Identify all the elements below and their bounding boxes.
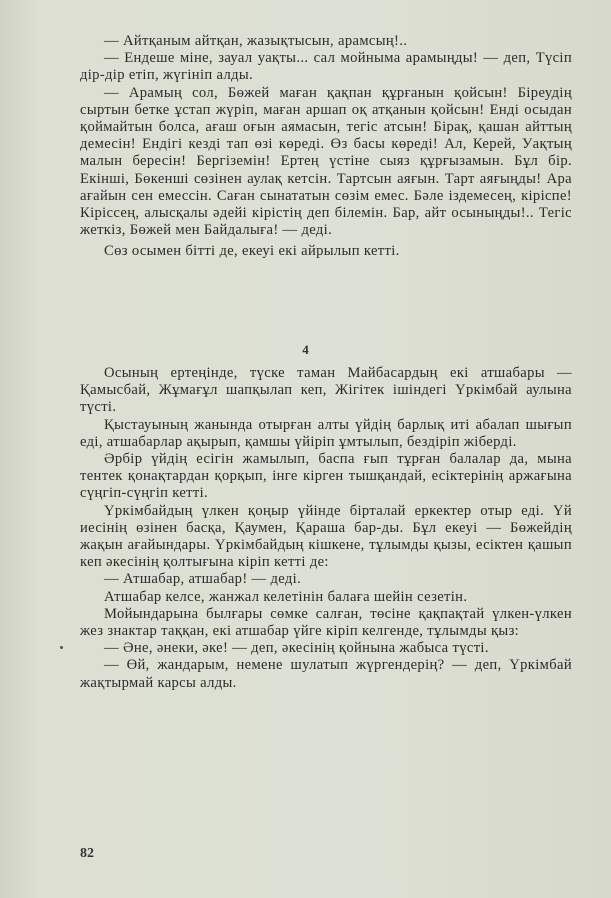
- paragraph: — Айтқаным айтқан, жазықтысын, арамсың!..: [104, 33, 408, 49]
- paragraph: Мойындарына былғары сөмке салған, төсіне қақпақтай үлкен-үлкен жез знактар таққан, екі атшабар үйге кіріп келгенде, тұлымды қыз:: [80, 605, 572, 640]
- top-text-section: [80, 33, 572, 261]
- paragraph: — Әне, әнеки, әке! — деп, әкесінің қойнына жабыса түсті.: [104, 640, 489, 657]
- paragraph: Сөз осымен бітті де, екеуі екі айрылып кетті.: [104, 243, 400, 260]
- print-speck: [60, 646, 63, 649]
- paragraph: Әрбір үйдің есігін жамылып, баспа ғып тұрған балалар да, мына тентек қонақтардан қорқып, інге кірген тышқандай, есіктерінің аржағына сүңгіп-сүңгіп кетті.: [80, 451, 572, 502]
- paragraph: — Арамың сол, Бөжей маған қақпан құрғанын қойсын! Біреудің сыртын бетке ұстап жүріп, маған аршап оқ атқанын қойсын! Енді осыдан қоймайтын болса, ағаш оғын аямасын, тегіс атсын! Бірақ, қашан айттың демесін! Ендігі кезді тап өзі көреді. Өз басы көреді! Ал, Керей, Уақтың малын бересін! Бергіземін! Ертең үстіне сыяз құрғызамын. Бұл бір. Екінші, Бөкенші сөзінен аулақ кетсін. Тартсын аяғын. Тарт аяғыңды! Ара ағайын сен емессін. Саған сынататын сөзім емес. Бәле іздемесең, кіріспе! Кіріссең, алысқалы әдейі кірістің деп білемін. Бар, айт осыныңды!.. Тегіс жеткіз, Бөжей мен Байдалыға! — деді.: [80, 84, 572, 239]
- page-number: 82: [80, 846, 94, 861]
- paragraph: — Өй, жандарым, немене шулатып жүргендерің? — деп, Үркімбай жақтырмай карсы алды.: [80, 657, 572, 691]
- paragraph: Осының ертеңінде, түске таман Майбасардың екі атшабары — Қамысбай, Жұмағұл шапқылап кеп, Жігітек ішіндегі Үркімбай аулына түсті.: [80, 365, 572, 416]
- paragraph: Қыстауының жанында отырған алты үйдің барлық иті абалап шығып еді, атшабарлар ақырып, қамшы үйіріп ұмтылып, бездіріп жіберді.: [80, 416, 572, 450]
- paragraph: Үркімбайдың үлкен қоңыр үйінде бірталай еркектер отыр еді. Үй иесінің өзінен басқа, Қаумен, Қараша бар-ды. Бұл екеуі — Бөжейдің жақын ағайындары. Үркімбайдың кішкене, тұлымды қызы, есіктен қашып кеп әкесінің қолтығына кіріп кетті де:: [80, 502, 572, 571]
- bottom-text-section: [80, 365, 572, 692]
- paragraph: — Атшабар, атшабар! — деді.: [104, 571, 302, 588]
- paragraph: — Ендеше міне, зауал уақты... сал мойныма арамыңды! — деп, Түсіп дір-дір етіп, жүгініп алды.: [80, 50, 572, 84]
- paragraph: Атшабар келсе, жанжал келетінін балаға шейін сезетін.: [104, 588, 468, 605]
- chapter-number: 4: [302, 342, 309, 357]
